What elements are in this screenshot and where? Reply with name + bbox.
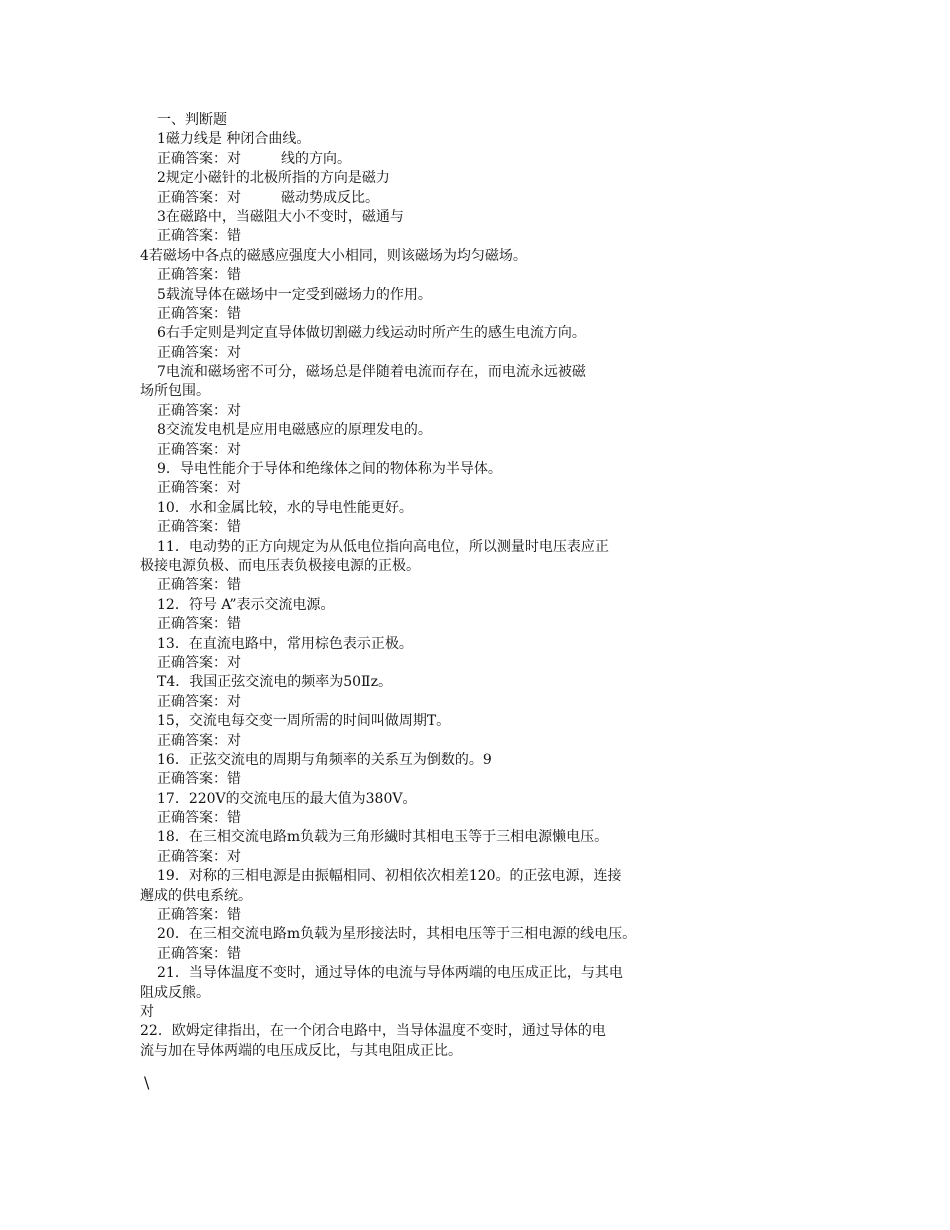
answer-inline-fragment: 线的方向。 <box>281 150 351 167</box>
answer-label: 正确答案： <box>157 150 227 167</box>
answer-value: 对 <box>227 654 241 671</box>
answer-label: 正确答案： <box>157 441 227 458</box>
answer-label: 正确答案： <box>157 519 227 536</box>
answer-value: 对 <box>227 848 241 865</box>
question-19-line-2: 邂成的供电系统。 <box>140 887 252 904</box>
answer-value: 错 <box>227 267 241 284</box>
question-6: 6右手定则是判定直导体做切割磁力线运动时所产生的感生电流方向。 <box>157 325 586 342</box>
question-5: 5载流导体在磁场中一定受到磁场力的作用。 <box>157 286 432 303</box>
question-12: 12．符号 A”表示交流电源。 <box>157 596 335 613</box>
question-1: 1磁力线是 种闭合曲线。 <box>157 131 311 148</box>
question-14: T4．我国正弦交流电的频率为50Ⅱz。 <box>157 674 392 691</box>
answer-label: 正确答案： <box>157 577 227 594</box>
answer-label: 正确答案： <box>157 810 227 827</box>
answer-value: 对 <box>227 344 241 361</box>
answer-label: 正确答案： <box>157 228 227 245</box>
question-9: 9．导电性能介于导体和绝缘体之间的物体称为半导体。 <box>157 461 502 478</box>
answer-20 <box>0 945 950 964</box>
answer-label: 正确答案： <box>157 267 227 284</box>
answer-value: 错 <box>227 945 241 962</box>
answer-value: 错 <box>227 907 241 924</box>
question-18: 18．在三相交流电路m负载为三角形繊时其相电玉等于三相电源懒电压。 <box>157 829 609 846</box>
answer-value: 错 <box>227 519 241 536</box>
question-16: 16．正弦交流电的周期与角频率的关系互为倒数的。9 <box>157 751 492 768</box>
answer-label: 正确答案： <box>157 945 227 962</box>
answer-label: 正确答案： <box>157 848 227 865</box>
answer-16 <box>0 770 950 789</box>
answer-value: 错 <box>227 771 241 788</box>
answer-label: 正确答案： <box>157 771 227 788</box>
trailing-backslash-mark: \ <box>144 1073 150 1092</box>
question-11-line-2: 极接电源负极、而电压表负极接电源的正极。 <box>140 557 420 574</box>
question-11-line-1: 11．电动势的正方向规定为从低电位指向高电位，所以测量时电压表应正 <box>157 538 609 555</box>
answer-6 <box>0 344 950 363</box>
answer-9 <box>0 479 950 498</box>
question-21-line-2: 阻成反熊。 <box>140 984 210 1001</box>
question-20: 20．在三相交流电路m负载为星形接法时，其相电压等于三相电源的线电压。 <box>157 926 637 943</box>
section-title: 一、判断题 <box>157 112 227 128</box>
answer-inline-fragment: 磁动势成反比。 <box>281 189 379 206</box>
question-22-line-1: 22．欧姆定律指出，在一个闭合电路中，当导体温度不变时，通过导体的电 <box>140 1023 606 1040</box>
question-7-line-1: 7电流和磁场密不可分，磁场总是伴随着电流而存在，而电流永远被磁 <box>157 364 586 381</box>
answer-label: 正确答案： <box>157 693 227 710</box>
answer-value: 对 <box>227 150 241 167</box>
question-13: 13．在直流电路中，常用棕色表示正极。 <box>157 635 413 652</box>
question-2: 2规定小磁针的北极所指的方向是磁力 <box>157 170 390 187</box>
answer-7 <box>0 402 950 421</box>
answer-value: 对 <box>227 732 241 749</box>
question-22-line-2: 流与加在导体两端的电压成反比，与其电阻成正比。 <box>140 1042 462 1059</box>
question-21-line-1: 21．当导体温度不变时，通过导体的电流与导体两端的电压成正比，与其电 <box>157 965 623 982</box>
question-19-line-1: 19．对称的三相电源是由振幅相同、初相依次相差120。的正弦电源，连接 <box>157 868 622 885</box>
answer-label: 正确答案： <box>157 344 227 361</box>
answer-label: 正确答案： <box>157 305 227 322</box>
answer-label: 正确答案： <box>157 732 227 749</box>
question-10: 10．水和金属比较，水的导电性能更好。 <box>157 499 413 516</box>
answer-label: 正确答案： <box>157 402 227 419</box>
answer-18 <box>0 848 950 867</box>
question-3: 3在磁路中，当磁阻大小不变时，磁通与 <box>157 208 404 225</box>
answer-4 <box>0 266 950 285</box>
answer-15 <box>0 732 950 751</box>
answer-21: 对 <box>140 1003 154 1020</box>
answer-label: 正确答案： <box>157 480 227 497</box>
answer-label: 正确答案： <box>157 654 227 671</box>
answer-2 <box>0 189 950 208</box>
answer-12 <box>0 615 950 634</box>
answer-value: 错 <box>227 228 241 245</box>
answer-value: 错 <box>227 305 241 322</box>
question-17: 17．220V的交流电压的最大值为380V。 <box>157 790 417 807</box>
answer-17 <box>0 809 950 828</box>
answer-13 <box>0 654 950 673</box>
answer-value: 对 <box>227 189 241 206</box>
question-list <box>0 111 950 1061</box>
answer-3 <box>0 227 950 246</box>
question-8: 8交流发电机是应用电磁感应的原理发电的。 <box>157 422 432 439</box>
answer-label: 正确答案： <box>157 616 227 633</box>
answer-19 <box>0 906 950 925</box>
answer-label: 正确答案： <box>157 189 227 206</box>
answer-value: 对 <box>227 693 241 710</box>
answer-label: 正确答案： <box>157 907 227 924</box>
answer-value: 对 <box>227 402 241 419</box>
answer-value: 错 <box>227 616 241 633</box>
question-7-line-2: 场所包围。 <box>140 383 210 400</box>
answer-value: 对 <box>227 441 241 458</box>
question-4: 4若磁场中各点的磁感应强度大小相同，则该磁场为均匀磁场。 <box>140 247 527 264</box>
answer-10 <box>0 518 950 537</box>
answer-1 <box>0 150 950 169</box>
answer-5 <box>0 305 950 324</box>
answer-11 <box>0 576 950 595</box>
question-15: 15，交流电每交变一周所需的时间叫做周期T。 <box>157 713 451 730</box>
answer-value: 错 <box>227 810 241 827</box>
answer-value: 错 <box>227 577 241 594</box>
answer-14 <box>0 693 950 712</box>
answer-value: 对 <box>227 480 241 497</box>
answer-8 <box>0 441 950 460</box>
